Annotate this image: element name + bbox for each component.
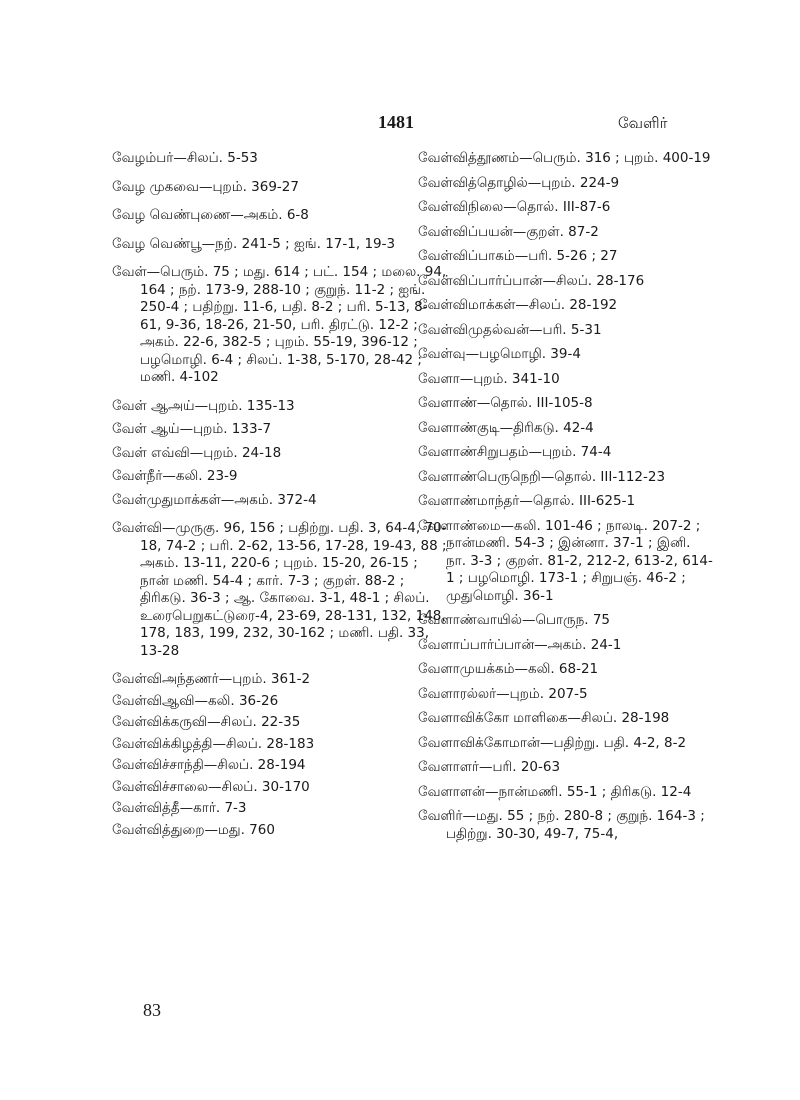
footer-page-label: 83 — [143, 1000, 161, 1020]
index-entry: வேளாப்பார்ப்பான்—அகம். 24-1 — [418, 636, 622, 653]
index-entry: வேளாவிக்கோமான்—பதிற்று. பதி. 4-2, 8-2 — [418, 734, 687, 751]
index-entry: வேளா—புறம். 341-10 — [418, 370, 560, 387]
index-entry: வேள்விஆவி—கலி. 36-26 — [112, 692, 279, 709]
index-entry: வேளாளன்—நான்மணி. 55-1 ; திரிகடு. 12-4 — [418, 783, 692, 800]
index-entry: வேழ முகவை—புறம். 369-27 — [112, 178, 299, 195]
index-entry: வேள் எவ்வி—புறம். 24-18 — [112, 444, 282, 461]
index-entry: வேள்விப்பார்ப்பான்—சிலப். 28-176 — [418, 272, 645, 289]
index-entry: வேள்விச்சாலை—சிலப். 30-170 — [112, 778, 310, 795]
running-head: வேளிர் — [618, 114, 668, 132]
index-entry: வேள்வித்தூணம்—பெரும். 316 ; புறம். 400-19 — [418, 150, 711, 166]
index-entry: வேழ வெண்பூ—நற். 241-5 ; ஐங். 17-1, 19-3 — [112, 235, 396, 252]
index-entry: வேளாண்—தொல். III-105-8 — [418, 395, 593, 411]
index-entry: வேளாண்சிறுபதம்—புறம். 74-4 — [418, 444, 612, 460]
index-entry: வேளாமுயக்கம்—கலி. 68-21 — [418, 661, 599, 677]
index-entry: வேளாண்வாயில்—பொருந. 75 — [418, 612, 610, 628]
index-entry: வேள்முதுமாக்கள்—அகம். 372-4 — [112, 491, 317, 508]
index-entry: வேள்நீர்—கலி. 23-9 — [112, 468, 238, 484]
index-entry: வேள் ஆய்—புறம். 133-7 — [112, 421, 272, 437]
page-number: 1481 — [378, 112, 414, 132]
index-entry: வேள்விமாக்கள்—சிலப். 28-192 — [418, 297, 618, 313]
index-entry: வேளாண்மாந்தர்—தொல். III-625-1 — [418, 493, 636, 509]
index-entry: வேள்விக்கிழத்தி—சிலப். 28-183 — [112, 735, 315, 752]
index-entry: வேள்வி—முருகு. 96, 156 ; பதிற்று. பதி. 3, 64-4, 70-18, 74-2 ; பரி. 2-62, 13-56, 17-28, 19-43, 88 ; அகம். 13-11, 220-6 ; புறம். 15-20, 26-15 ; நான் மணி. 54-4 ; கார். 7-3 ; குறள். 88-2 ; திரிகடு. 36-3 ; ஆ. கோவை. 3-1, 48-1 ; சிலப். உரைபெறுகட்டுரை-4, 23-69, 28-131, 132, 148, 178, 183, 199, 232, 30-162 ; மணி. பதி. 33, 13-28 — [112, 520, 447, 659]
index-entry: வேளாண்மை—கலி. 101-46 ; நாலடி. 207-2 ; நான்மணி. 54-3 ; இன்னா. 37-1 ; இனி. நா. 3-3 ; குறள். 81-2, 212-2, 613-2, 614-1 ; பழமொழி. 173-1 ; சிறுபஞ். 46-2 ; முதுமொழி. 36-1 — [418, 517, 713, 604]
index-entry: வேள்வித்துறை—மது. 760 — [112, 821, 275, 838]
index-entry: வேள்விஅந்தணர்—புறம். 361-2 — [112, 671, 311, 687]
index-entry: வேள்விப்பயன்—குறள். 87-2 — [418, 223, 599, 240]
index-entry: வேள்வித்தொழில்—புறம். 224-9 — [418, 174, 620, 191]
left-column — [112, 150, 447, 843]
index-entry: வேள் ஆஅய்—புறம். 135-13 — [112, 397, 295, 414]
index-entry: வேளாண்பெருநெறி—தொல். III-112-23 — [418, 468, 666, 485]
index-entry: வேளாண்குடி—திரிகடு. 42-4 — [418, 419, 594, 436]
right-column — [418, 150, 713, 850]
index-entry: வேளாரல்லர்—புறம். 207-5 — [418, 685, 588, 702]
index-entry: வேள்—பெரும். 75 ; மது. 614 ; பட். 154 ; மலை. 94, 164 ; நற். 173-9, 288-10 ; குறுந். 11-2 ; ஐங். 250-4 ; பதிற்று. 11-6, பதி. 8-2 ; பரி. 5-13, 8-61, 9-36, 18-26, 21-50, பரி. திரட்டு. 12-2 ; அகம். 22-6, 382-5 ; புறம். 55-19, 396-12 ; பழமொழி. 6-4 ; சிலப். 1-38, 5-170, 28-42 ; மணி. 4-102 — [112, 264, 447, 385]
index-entry: வேள்விநிலை—தொல். III-87-6 — [418, 199, 611, 215]
index-entry: வேளாளர்—பரி. 20-63 — [418, 759, 561, 775]
index-entry: வேள்வித்தீ—கார். 7-3 — [112, 800, 247, 816]
index-entry: வேழ வெண்புணை—அகம். 6-8 — [112, 207, 309, 223]
index-entry: வேளாவிக்கோ மாளிகை—சிலப். 28-198 — [418, 710, 670, 726]
index-entry: வேளிர்—மது. 55 ; நற். 280-8 ; குறுந். 164-3 ; பதிற்று. 30-30, 49-7, 75-4, — [418, 808, 705, 842]
index-entry: வேழம்பர்—சிலப். 5-53 — [112, 150, 258, 166]
index-entry: வேள்விச்சாந்தி—சிலப். 28-194 — [112, 757, 306, 773]
index-entry: வேள்விப்பாகம்—பரி. 5-26 ; 27 — [418, 248, 618, 264]
index-entry: வேள்வு—பழமொழி. 39-4 — [418, 346, 581, 362]
index-entry: வேள்விக்கருவி—சிலப். 22-35 — [112, 714, 301, 730]
index-entry: வேள்விமுதல்வன்—பரி. 5-31 — [418, 321, 602, 338]
